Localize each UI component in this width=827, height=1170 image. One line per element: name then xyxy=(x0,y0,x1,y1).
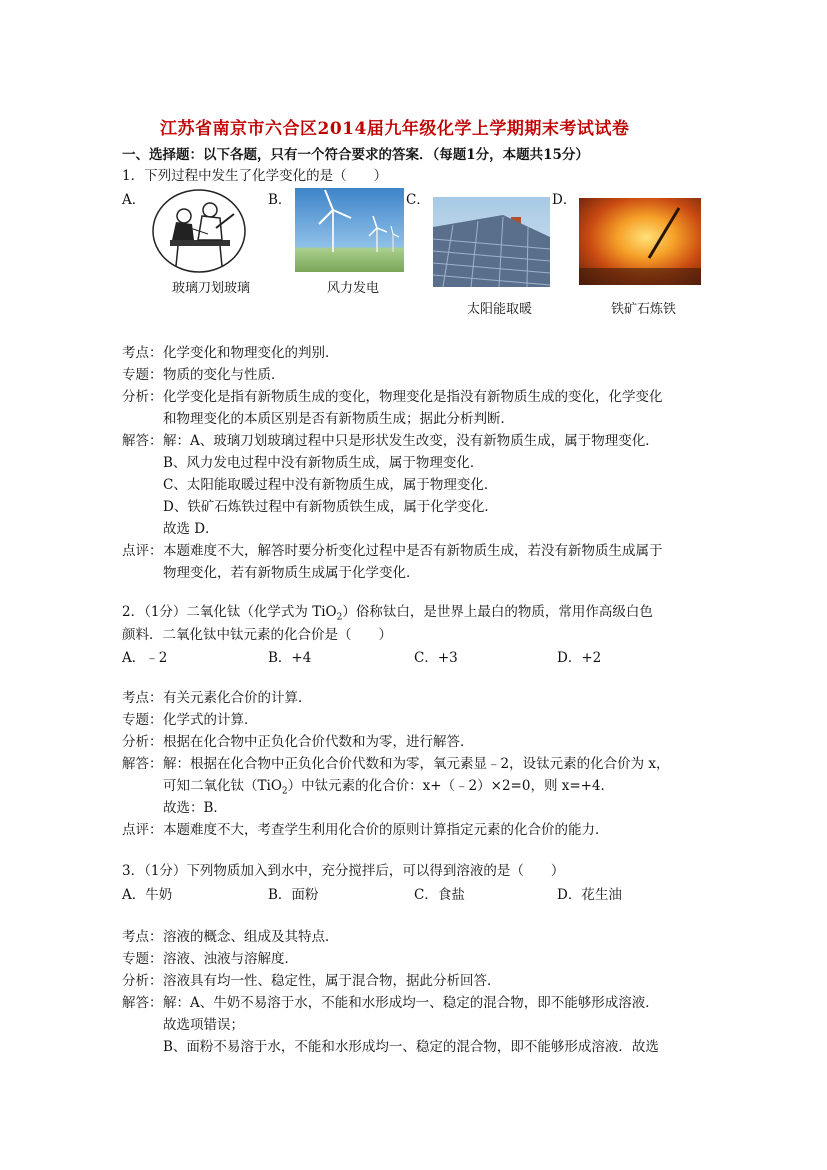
q2-stem-part1: 2．（1分）二氧化钛（化学式为 TiO xyxy=(122,604,337,620)
q1-jieda-line4: D、铁矿石炼铁过程中有新物质铁生成，属于化学变化． xyxy=(163,499,498,515)
caption-b: 风力发电 xyxy=(327,281,380,296)
q2-option-b: B．+4 xyxy=(268,650,312,666)
q2-fenxi: 根据在化合物中正负化合价代数和为零，进行解答． xyxy=(163,734,474,750)
q1-option-b-label: B． xyxy=(268,192,292,208)
q1-dianping-label: 点评： xyxy=(122,543,163,559)
q3-jieda-line2: 故选项错误； xyxy=(163,1017,244,1033)
caption-a: 玻璃刀划玻璃 xyxy=(172,281,251,296)
q1-fenxi-line1: 化学变化是指有新物质生成的变化，物理变化是指没有新物质生成的变化，化学变化 xyxy=(163,389,663,405)
q3-fenxi-label: 分析： xyxy=(122,973,163,989)
q2-option-a: A．﹣2 xyxy=(122,650,168,666)
q2-jieda-line1: 解：根据在化合物中正负化合价代数和为零，氧元素显﹣2，设钛元素的化合价为 x， xyxy=(163,756,670,772)
q2-kaodian: 有关元素化合价的计算． xyxy=(163,690,312,706)
q1-dianping-line1: 本题难度不大，解答时要分析变化过程中是否有新物质生成，若没有新物质生成属于 xyxy=(163,543,663,559)
question-3-stem: 3．（1分）下列物质加入到水中，充分搅拌后，可以得到溶液的是（ ） xyxy=(122,863,565,879)
q3-zhuanti-label: 专题： xyxy=(122,951,163,967)
q3-jieda-line3: B、面粉不易溶于水，不能和水形成均一、稳定的混合物，即不能够形成溶液．故选 xyxy=(163,1039,659,1055)
question-2-stem-line1 xyxy=(122,603,653,627)
q1-option-c-label: C． xyxy=(406,192,430,208)
q1-fenxi-label: 分析： xyxy=(122,389,163,405)
q1-kaodian: 化学变化和物理变化的判别． xyxy=(163,345,339,361)
q2-dianping: 本题难度不大，考查学生利用化合价的原则计算指定元素的化合价的能力． xyxy=(163,822,609,838)
q1-zhuanti-label: 专题： xyxy=(122,367,163,383)
q1-jieda-label: 解答： xyxy=(122,433,163,449)
q2-jieda-line2 xyxy=(163,777,614,801)
section-heading: 一、选择题：以下各题，只有一个符合要求的答案．（每题1分，本题共15分） xyxy=(122,147,589,163)
q2-zhuanti: 化学式的计算． xyxy=(163,712,258,728)
q3-option-d: D．花生油 xyxy=(557,887,622,903)
q2-kaodian-label: 考点： xyxy=(122,690,163,706)
q1-dianping-line2: 物理变化，若有新物质生成属于化学变化． xyxy=(163,565,420,581)
caption-d: 铁矿石炼铁 xyxy=(611,302,677,317)
q1-option-d-label: D． xyxy=(552,192,577,208)
wind-turbine-photo xyxy=(295,188,404,272)
solar-roof-photo xyxy=(433,197,550,287)
q1-fenxi-line2: 和物理变化的本质区别是否有新物质生成；据此分析判断． xyxy=(163,411,514,427)
q2-jieda-line2-part2: ）中钛元素的化合价：x+（﹣2）×2=0，则 x=+4． xyxy=(287,778,615,794)
q1-jieda-line1: 解：A、玻璃刀划玻璃过程中只是形状发生改变，没有新物质生成，属于物理变化． xyxy=(163,433,659,449)
caption-c: 太阳能取暖 xyxy=(467,302,533,317)
page-title: 江苏省南京市六合区2014届九年级化学上学期期末考试试卷 xyxy=(160,119,630,139)
q2-stem-part2: ）俗称钛白，是世界上最白的物质，常用作高级白色 xyxy=(342,604,653,620)
q2-fenxi-label: 分析： xyxy=(122,734,163,750)
q2-jieda-label: 解答： xyxy=(122,756,163,772)
q3-jieda-line1: 解：A、牛奶不易溶于水，不能和水形成均一、稳定的混合物，即不能够形成溶液． xyxy=(163,995,659,1011)
q2-stem-subscript: 2 xyxy=(336,612,343,623)
q2-zhuanti-label: 专题： xyxy=(122,712,163,728)
q1-zhuanti: 物质的变化与性质． xyxy=(163,367,285,383)
iron-smelting-photo xyxy=(579,198,701,285)
q2-dianping-label: 点评： xyxy=(122,822,163,838)
q1-jieda-line5: 故选 D． xyxy=(163,521,219,537)
q3-kaodian-label: 考点： xyxy=(122,929,163,945)
q1-kaodian-label: 考点： xyxy=(122,345,163,361)
q2-jieda-line3: 故选：B． xyxy=(163,800,227,816)
glass-cutter-illustration xyxy=(150,188,248,274)
q2-jieda-subscript: 2 xyxy=(281,786,288,797)
q2-option-d: D．+2 xyxy=(557,650,602,666)
q2-option-c: C．+3 xyxy=(414,650,458,666)
q3-zhuanti: 溶液、浊液与溶解度． xyxy=(163,951,298,967)
q1-jieda-line3: C、太阳能取暖过程中没有新物质生成，属于物理变化． xyxy=(163,477,498,493)
q1-option-a-label: A． xyxy=(122,192,146,208)
q2-jieda-line2-part1: 可知二氧化钛（TiO xyxy=(163,778,282,794)
q1-jieda-line2: B、风力发电过程中没有新物质生成，属于物理变化． xyxy=(163,455,484,471)
question-2-stem-line2: 颜料．二氧化钛中钛元素的化合价是（ ） xyxy=(122,627,392,643)
question-1-stem: 1．下列过程中发生了化学变化的是（ ） xyxy=(122,168,388,184)
q3-option-a: A．牛奶 xyxy=(122,887,173,903)
q3-jieda-label: 解答： xyxy=(122,995,163,1011)
q3-kaodian: 溶液的概念、组成及其特点． xyxy=(163,929,339,945)
q3-option-b: B．面粉 xyxy=(268,887,319,903)
q3-option-c: C．食盐 xyxy=(414,887,465,903)
q3-fenxi: 溶液具有均一性、稳定性，属于混合物，据此分析回答． xyxy=(163,973,501,989)
